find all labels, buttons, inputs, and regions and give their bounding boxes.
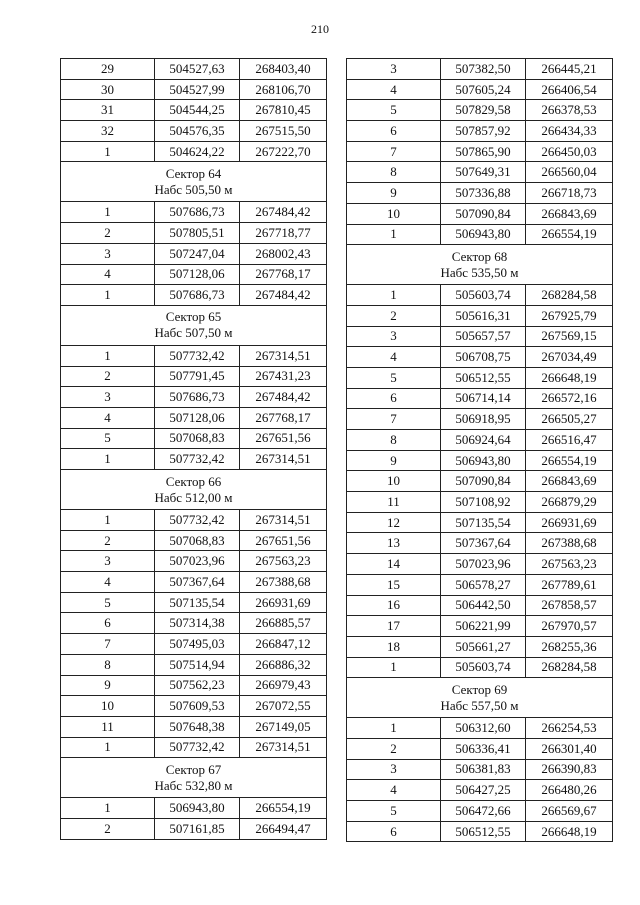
x-coordinate-cell: 506442,50: [441, 595, 526, 616]
point-number-cell: 4: [347, 347, 441, 368]
point-number-cell: 12: [347, 512, 441, 533]
point-number-cell: 30: [61, 79, 155, 100]
y-coordinate-cell: 268284,58: [526, 285, 613, 306]
x-coordinate-cell: 507135,54: [441, 512, 526, 533]
point-number-cell: 1: [61, 737, 155, 758]
point-number-cell: 2: [61, 366, 155, 387]
y-coordinate-cell: 266516,47: [526, 430, 613, 451]
y-coordinate-cell: 266554,19: [526, 224, 613, 245]
point-number-cell: 3: [347, 759, 441, 780]
table-row: [61, 675, 327, 696]
point-number-cell: 1: [347, 285, 441, 306]
table-row: [347, 471, 613, 492]
sector-header-row: [61, 758, 327, 798]
y-coordinate-cell: 266931,69: [526, 512, 613, 533]
x-coordinate-cell: 507382,50: [441, 59, 526, 80]
y-coordinate-cell: 266718,73: [526, 183, 613, 204]
y-coordinate-cell: 267149,05: [240, 716, 327, 737]
point-number-cell: 18: [347, 636, 441, 657]
x-coordinate-cell: 506427,25: [441, 780, 526, 801]
x-coordinate-cell: 507649,31: [441, 162, 526, 183]
table-row: [347, 183, 613, 204]
x-coordinate-cell: 506943,80: [441, 450, 526, 471]
x-coordinate-cell: 507367,64: [441, 533, 526, 554]
y-coordinate-cell: 266572,16: [526, 388, 613, 409]
point-number-cell: 1: [61, 510, 155, 531]
x-coordinate-cell: 507605,24: [441, 79, 526, 100]
table-row: [347, 636, 613, 657]
sector-header-row: [61, 162, 327, 202]
y-coordinate-cell: 267515,50: [240, 121, 327, 142]
y-coordinate-cell: 266879,29: [526, 492, 613, 513]
x-coordinate-cell: 507068,83: [155, 530, 240, 551]
point-number-cell: 32: [61, 121, 155, 142]
table-row: [347, 79, 613, 100]
x-coordinate-cell: 507128,06: [155, 407, 240, 428]
sector-elevation: Набс 535,50 м: [440, 264, 519, 280]
x-coordinate-cell: 506943,80: [155, 798, 240, 819]
y-coordinate-cell: 267563,23: [526, 554, 613, 575]
y-coordinate-cell: 267858,57: [526, 595, 613, 616]
point-number-cell: 1: [61, 141, 155, 162]
x-coordinate-cell: 506336,41: [441, 738, 526, 759]
point-number-cell: 5: [347, 100, 441, 121]
x-coordinate-cell: 505657,57: [441, 326, 526, 347]
x-coordinate-cell: 507314,38: [155, 613, 240, 634]
table-row: [61, 223, 327, 244]
x-coordinate-cell: 507857,92: [441, 121, 526, 142]
table-row: [347, 718, 613, 739]
table-row: [347, 616, 613, 637]
y-coordinate-cell: 266648,19: [526, 821, 613, 842]
table-row: [347, 430, 613, 451]
point-number-cell: 9: [61, 675, 155, 696]
table-row: [347, 162, 613, 183]
x-coordinate-cell: 507367,64: [155, 572, 240, 593]
table-row: [347, 388, 613, 409]
table-row: [61, 530, 327, 551]
y-coordinate-cell: 268284,58: [526, 657, 613, 678]
point-number-cell: 5: [61, 428, 155, 449]
table-row: [61, 696, 327, 717]
point-number-cell: 5: [347, 801, 441, 822]
x-coordinate-cell: 506924,64: [441, 430, 526, 451]
y-coordinate-cell: 267569,15: [526, 326, 613, 347]
y-coordinate-cell: 266843,69: [526, 203, 613, 224]
y-coordinate-cell: 266560,04: [526, 162, 613, 183]
point-number-cell: 4: [347, 79, 441, 100]
sector-elevation: Набс 505,50 м: [154, 181, 233, 197]
y-coordinate-cell: 267925,79: [526, 305, 613, 326]
x-coordinate-cell: 504624,22: [155, 141, 240, 162]
x-coordinate-cell: 507090,84: [441, 203, 526, 224]
x-coordinate-cell: 506918,95: [441, 409, 526, 430]
table-row: [61, 243, 327, 264]
point-number-cell: 7: [347, 409, 441, 430]
table-row: [347, 657, 613, 678]
y-coordinate-cell: 267789,61: [526, 574, 613, 595]
point-number-cell: 1: [61, 285, 155, 306]
y-coordinate-cell: 267388,68: [240, 572, 327, 593]
point-number-cell: 8: [61, 654, 155, 675]
table-row: [347, 492, 613, 513]
coordinates-table-right: [346, 58, 613, 842]
y-coordinate-cell: 267768,17: [240, 264, 327, 285]
point-number-cell: 4: [61, 572, 155, 593]
x-coordinate-cell: 507023,96: [441, 554, 526, 575]
y-coordinate-cell: 267768,17: [240, 407, 327, 428]
sector-title: Сектор 68: [451, 248, 508, 264]
table-row: [347, 347, 613, 368]
table-row: [347, 450, 613, 471]
y-coordinate-cell: 267484,42: [240, 387, 327, 408]
point-number-cell: 9: [347, 183, 441, 204]
sector-header: [347, 678, 613, 718]
y-coordinate-cell: 266979,43: [240, 675, 327, 696]
y-coordinate-cell: 266254,53: [526, 718, 613, 739]
x-coordinate-cell: 504576,35: [155, 121, 240, 142]
table-row: [347, 285, 613, 306]
y-coordinate-cell: 267314,51: [240, 737, 327, 758]
x-coordinate-cell: 506512,55: [441, 367, 526, 388]
sector-title: Сектор 65: [165, 309, 222, 325]
point-number-cell: 17: [347, 616, 441, 637]
y-coordinate-cell: 266886,32: [240, 654, 327, 675]
table-row: [61, 572, 327, 593]
x-coordinate-cell: 507135,54: [155, 592, 240, 613]
x-coordinate-cell: 505616,31: [441, 305, 526, 326]
y-coordinate-cell: 266494,47: [240, 818, 327, 839]
x-coordinate-cell: 505603,74: [441, 285, 526, 306]
point-number-cell: 3: [347, 59, 441, 80]
x-coordinate-cell: 507732,42: [155, 449, 240, 470]
y-coordinate-cell: 266648,19: [526, 367, 613, 388]
x-coordinate-cell: 504527,63: [155, 59, 240, 80]
point-number-cell: 2: [61, 818, 155, 839]
point-number-cell: 4: [347, 780, 441, 801]
sector-header: [61, 305, 327, 345]
point-number-cell: 4: [61, 264, 155, 285]
x-coordinate-cell: 507562,23: [155, 675, 240, 696]
sector-header: [61, 470, 327, 510]
y-coordinate-cell: 266554,19: [240, 798, 327, 819]
x-coordinate-cell: 506512,55: [441, 821, 526, 842]
y-coordinate-cell: 266843,69: [526, 471, 613, 492]
y-coordinate-cell: 266569,67: [526, 801, 613, 822]
sector-title: Сектор 66: [165, 473, 222, 489]
table-row: [61, 449, 327, 470]
table-row: [61, 428, 327, 449]
table-row: [347, 512, 613, 533]
table-row: [347, 801, 613, 822]
point-number-cell: 3: [61, 243, 155, 264]
point-number-cell: 7: [347, 141, 441, 162]
sector-title: Сектор 69: [451, 681, 508, 697]
sector-header-row: [61, 470, 327, 510]
point-number-cell: 1: [347, 224, 441, 245]
point-number-cell: 3: [347, 326, 441, 347]
x-coordinate-cell: 507648,38: [155, 716, 240, 737]
table-row: [347, 409, 613, 430]
y-coordinate-cell: 267314,51: [240, 345, 327, 366]
y-coordinate-cell: 267484,42: [240, 202, 327, 223]
table-row: [347, 141, 613, 162]
y-coordinate-cell: 267970,57: [526, 616, 613, 637]
table-row: [61, 100, 327, 121]
x-coordinate-cell: 507791,45: [155, 366, 240, 387]
y-coordinate-cell: 267034,49: [526, 347, 613, 368]
point-number-cell: 6: [347, 388, 441, 409]
table-row: [61, 737, 327, 758]
sector-elevation: Набс 507,50 м: [154, 325, 233, 341]
point-number-cell: 2: [61, 530, 155, 551]
y-coordinate-cell: 266434,33: [526, 121, 613, 142]
point-number-cell: 2: [61, 223, 155, 244]
table-row: [347, 203, 613, 224]
y-coordinate-cell: 267484,42: [240, 285, 327, 306]
table-row: [61, 141, 327, 162]
point-number-cell: 11: [61, 716, 155, 737]
x-coordinate-cell: 504544,25: [155, 100, 240, 121]
table-row: [347, 305, 613, 326]
x-coordinate-cell: 507609,53: [155, 696, 240, 717]
table-row: [61, 387, 327, 408]
point-number-cell: 1: [61, 449, 155, 470]
point-number-cell: 7: [61, 634, 155, 655]
x-coordinate-cell: 504527,99: [155, 79, 240, 100]
x-coordinate-cell: 507247,04: [155, 243, 240, 264]
y-coordinate-cell: 267314,51: [240, 510, 327, 531]
y-coordinate-cell: 266301,40: [526, 738, 613, 759]
table-row: [61, 654, 327, 675]
x-coordinate-cell: 507805,51: [155, 223, 240, 244]
x-coordinate-cell: 507068,83: [155, 428, 240, 449]
table-row: [61, 407, 327, 428]
point-number-cell: 1: [61, 798, 155, 819]
y-coordinate-cell: 267563,23: [240, 551, 327, 572]
x-coordinate-cell: 507732,42: [155, 345, 240, 366]
point-number-cell: 11: [347, 492, 441, 513]
point-number-cell: 9: [347, 450, 441, 471]
y-coordinate-cell: 267810,45: [240, 100, 327, 121]
y-coordinate-cell: 266406,54: [526, 79, 613, 100]
table-row: [347, 780, 613, 801]
point-number-cell: 1: [61, 202, 155, 223]
x-coordinate-cell: 506312,60: [441, 718, 526, 739]
table-row: [61, 59, 327, 80]
point-number-cell: 5: [61, 592, 155, 613]
x-coordinate-cell: 507090,84: [441, 471, 526, 492]
table-row: [61, 345, 327, 366]
point-number-cell: 5: [347, 367, 441, 388]
table-row: [61, 551, 327, 572]
point-number-cell: 10: [61, 696, 155, 717]
y-coordinate-cell: 267072,55: [240, 696, 327, 717]
table-row: [61, 716, 327, 737]
x-coordinate-cell: 506714,14: [441, 388, 526, 409]
y-coordinate-cell: 267431,23: [240, 366, 327, 387]
table-row: [347, 224, 613, 245]
table-row: [61, 798, 327, 819]
sector-title: Сектор 67: [165, 761, 222, 777]
x-coordinate-cell: 507023,96: [155, 551, 240, 572]
point-number-cell: 15: [347, 574, 441, 595]
sector-elevation: Набс 532,80 м: [154, 777, 233, 793]
table-row: [61, 818, 327, 839]
x-coordinate-cell: 505603,74: [441, 657, 526, 678]
point-number-cell: 1: [347, 657, 441, 678]
x-coordinate-cell: 506943,80: [441, 224, 526, 245]
table-row: [347, 367, 613, 388]
point-number-cell: 8: [347, 430, 441, 451]
y-coordinate-cell: 266847,12: [240, 634, 327, 655]
point-number-cell: 4: [61, 407, 155, 428]
table-row: [347, 59, 613, 80]
table-row: [61, 121, 327, 142]
table-row: [347, 100, 613, 121]
table-row: [347, 121, 613, 142]
sector-header-row: [347, 678, 613, 718]
y-coordinate-cell: 267651,56: [240, 428, 327, 449]
x-coordinate-cell: 507865,90: [441, 141, 526, 162]
y-coordinate-cell: 266885,57: [240, 613, 327, 634]
table-row: [347, 821, 613, 842]
point-number-cell: 1: [61, 345, 155, 366]
x-coordinate-cell: 507161,85: [155, 818, 240, 839]
page-number: 210: [311, 22, 329, 36]
point-number-cell: 2: [347, 305, 441, 326]
point-number-cell: 29: [61, 59, 155, 80]
point-number-cell: 2: [347, 738, 441, 759]
table-row: [347, 759, 613, 780]
y-coordinate-cell: 266378,53: [526, 100, 613, 121]
y-coordinate-cell: 268106,70: [240, 79, 327, 100]
y-coordinate-cell: 268002,43: [240, 243, 327, 264]
x-coordinate-cell: 507128,06: [155, 264, 240, 285]
x-coordinate-cell: 507686,73: [155, 387, 240, 408]
table-row: [347, 554, 613, 575]
point-number-cell: 8: [347, 162, 441, 183]
table-row: [347, 326, 613, 347]
point-number-cell: 16: [347, 595, 441, 616]
point-number-cell: 1: [347, 718, 441, 739]
x-coordinate-cell: 507732,42: [155, 737, 240, 758]
x-coordinate-cell: 507108,92: [441, 492, 526, 513]
sector-header: [61, 162, 327, 202]
point-number-cell: 3: [61, 387, 155, 408]
y-coordinate-cell: 266445,21: [526, 59, 613, 80]
sector-elevation: Набс 557,50 м: [440, 697, 519, 713]
point-number-cell: 14: [347, 554, 441, 575]
x-coordinate-cell: 507686,73: [155, 285, 240, 306]
x-coordinate-cell: 506708,75: [441, 347, 526, 368]
table-row: [61, 613, 327, 634]
point-number-cell: 31: [61, 100, 155, 121]
x-coordinate-cell: 506578,27: [441, 574, 526, 595]
point-number-cell: 6: [347, 121, 441, 142]
x-coordinate-cell: 506472,66: [441, 801, 526, 822]
y-coordinate-cell: 267651,56: [240, 530, 327, 551]
point-number-cell: 10: [347, 203, 441, 224]
x-coordinate-cell: 506221,99: [441, 616, 526, 637]
table-row: [61, 285, 327, 306]
y-coordinate-cell: 267718,77: [240, 223, 327, 244]
table-row: [61, 366, 327, 387]
sector-header: [61, 758, 327, 798]
x-coordinate-cell: 507514,94: [155, 654, 240, 675]
table-row: [61, 634, 327, 655]
point-number-cell: 13: [347, 533, 441, 554]
y-coordinate-cell: 266450,03: [526, 141, 613, 162]
y-coordinate-cell: 266390,83: [526, 759, 613, 780]
y-coordinate-cell: 267388,68: [526, 533, 613, 554]
table-row: [347, 738, 613, 759]
y-coordinate-cell: 267222,70: [240, 141, 327, 162]
y-coordinate-cell: 267314,51: [240, 449, 327, 470]
y-coordinate-cell: 268403,40: [240, 59, 327, 80]
table-row: [61, 79, 327, 100]
sector-header-row: [347, 245, 613, 285]
x-coordinate-cell: 507686,73: [155, 202, 240, 223]
table-row: [61, 592, 327, 613]
y-coordinate-cell: 266931,69: [240, 592, 327, 613]
y-coordinate-cell: 268255,36: [526, 636, 613, 657]
point-number-cell: 6: [61, 613, 155, 634]
x-coordinate-cell: 505661,27: [441, 636, 526, 657]
coordinates-table-left: [60, 58, 327, 840]
y-coordinate-cell: 266480,26: [526, 780, 613, 801]
x-coordinate-cell: 507732,42: [155, 510, 240, 531]
x-coordinate-cell: 507829,58: [441, 100, 526, 121]
x-coordinate-cell: 507336,88: [441, 183, 526, 204]
table-row: [347, 595, 613, 616]
y-coordinate-cell: 266554,19: [526, 450, 613, 471]
table-row: [347, 574, 613, 595]
sector-title: Сектор 64: [165, 165, 222, 181]
sector-header-row: [61, 305, 327, 345]
point-number-cell: 6: [347, 821, 441, 842]
point-number-cell: 10: [347, 471, 441, 492]
table-row: [61, 202, 327, 223]
point-number-cell: 3: [61, 551, 155, 572]
sector-header: [347, 245, 613, 285]
y-coordinate-cell: 266505,27: [526, 409, 613, 430]
table-row: [347, 533, 613, 554]
x-coordinate-cell: 506381,83: [441, 759, 526, 780]
x-coordinate-cell: 507495,03: [155, 634, 240, 655]
table-row: [61, 510, 327, 531]
table-row: [61, 264, 327, 285]
sector-elevation: Набс 512,00 м: [154, 489, 233, 505]
